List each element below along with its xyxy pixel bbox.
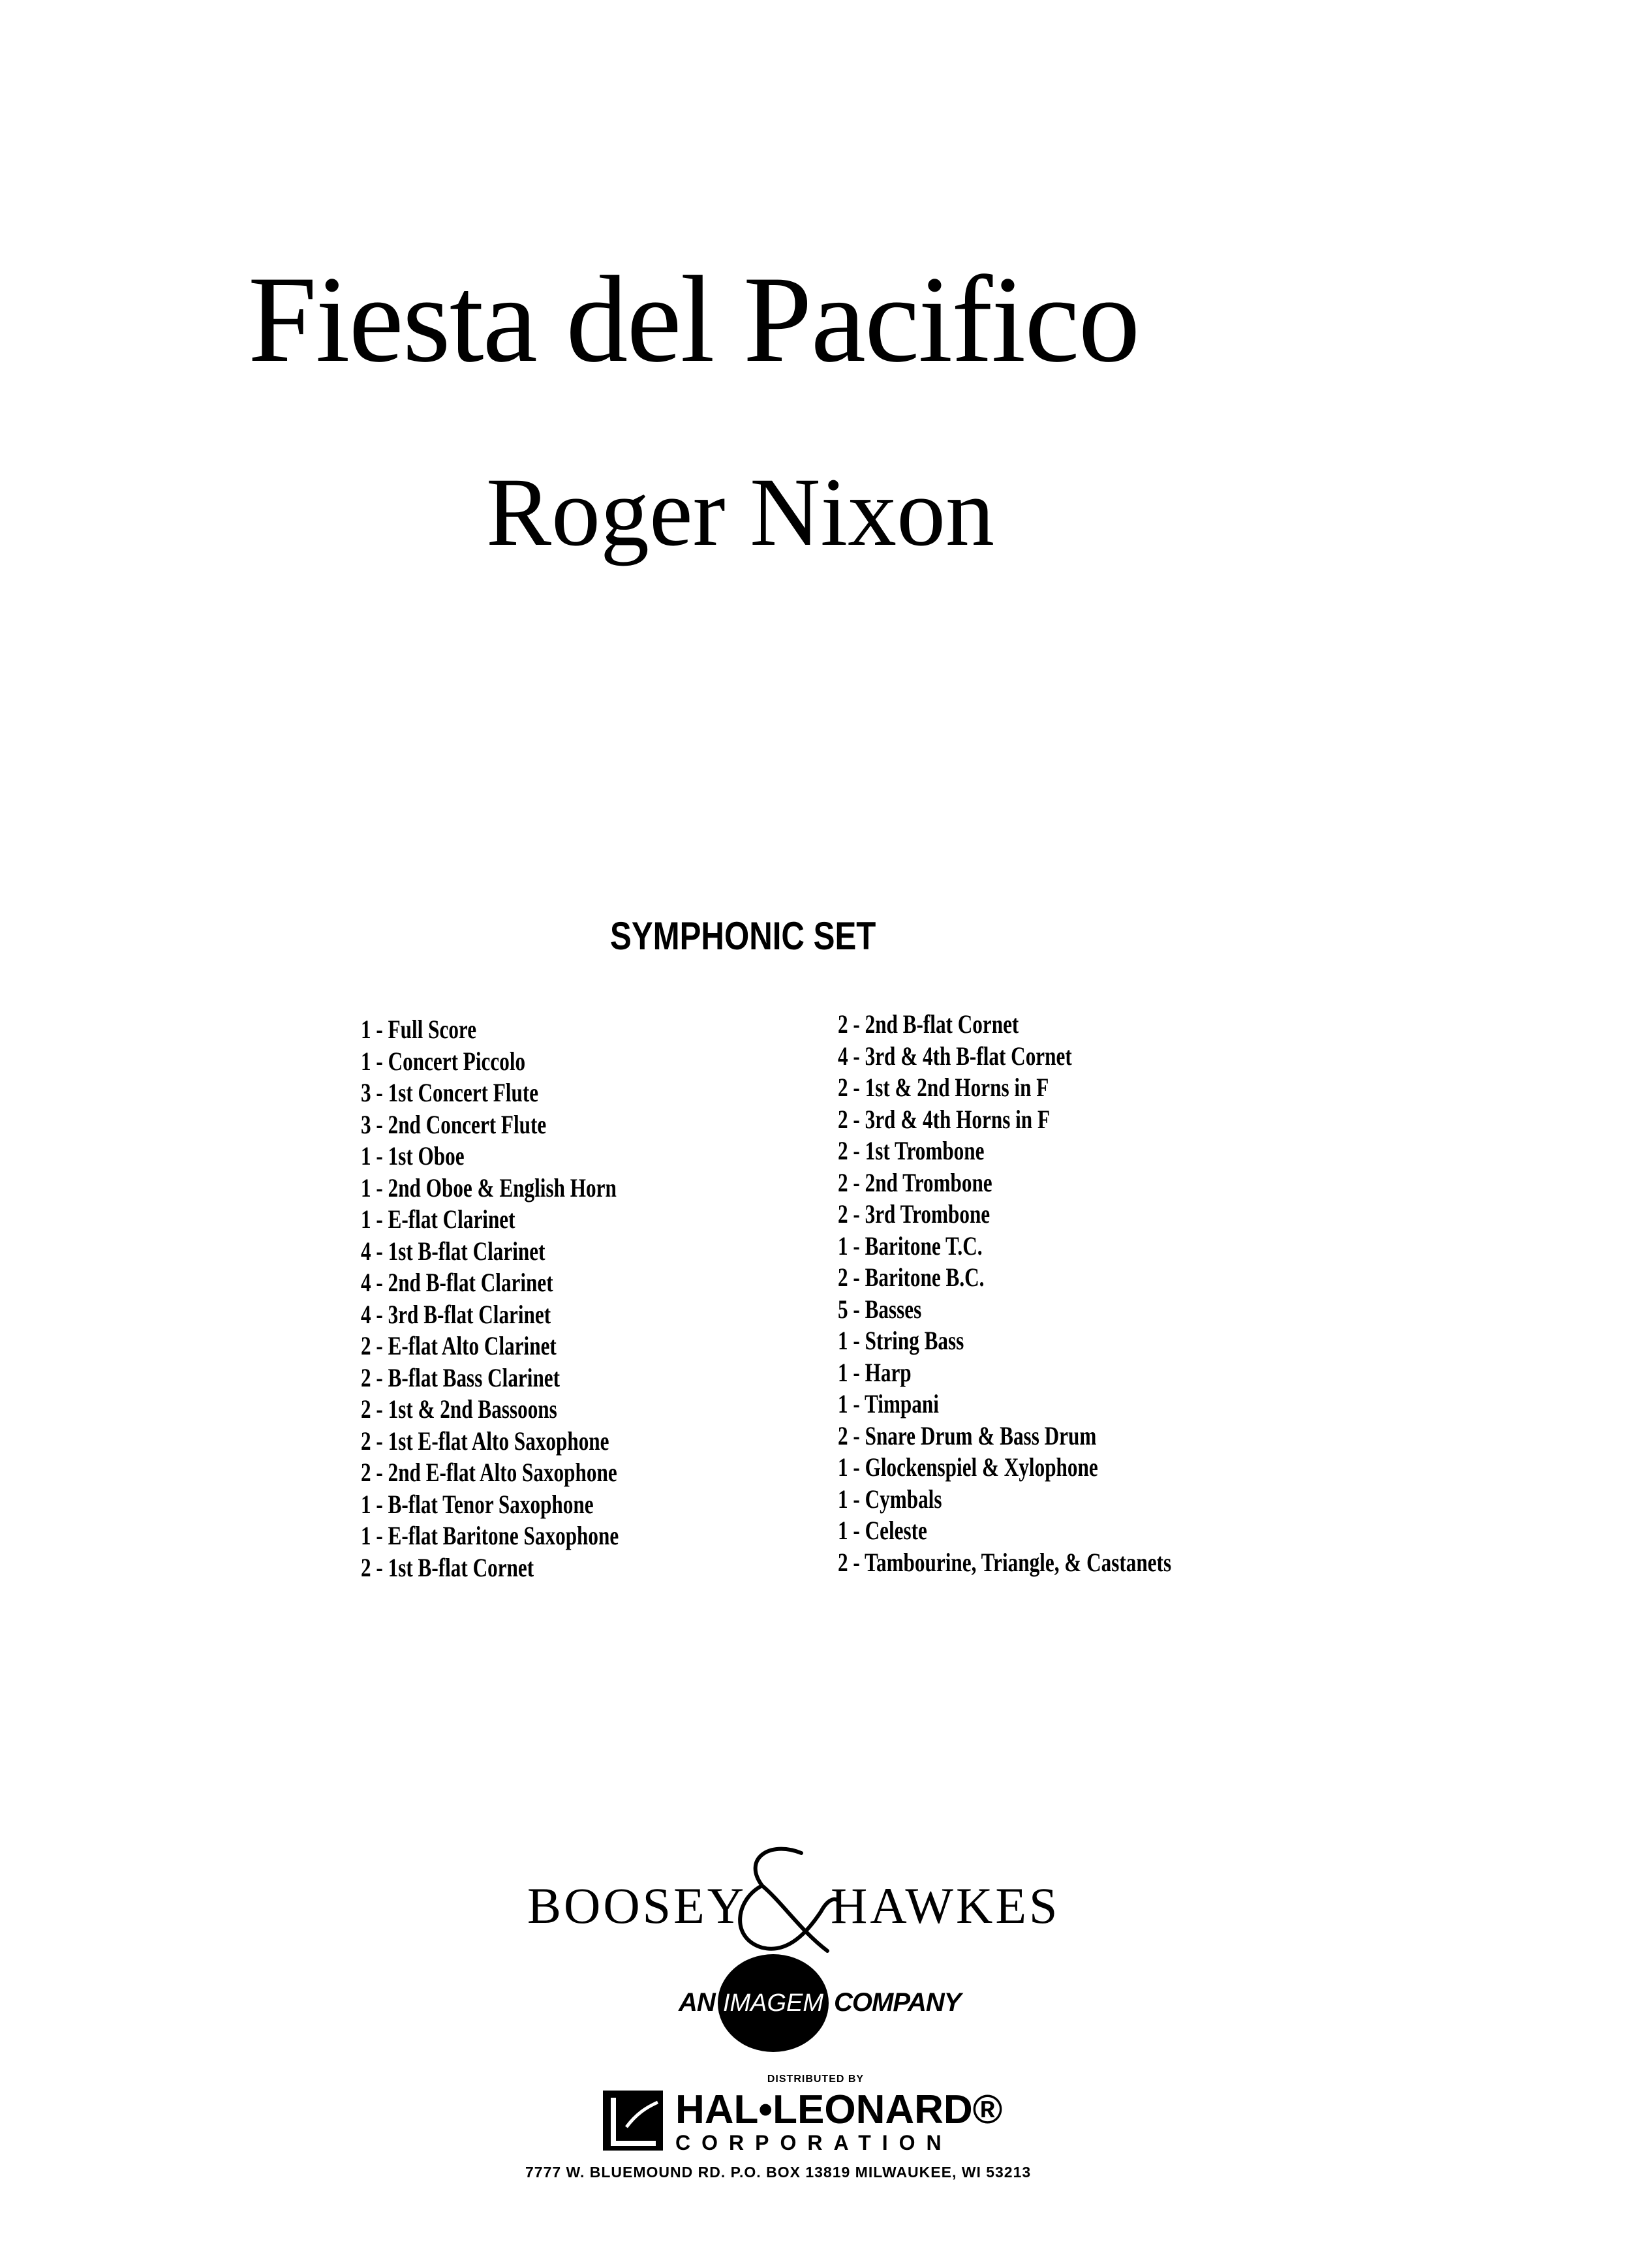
part-item: 2 - Snare Drum & Bass Drum: [838, 1420, 1097, 1450]
hal-leonard-icon: [600, 2088, 666, 2153]
part-item: 1 - String Bass: [838, 1326, 964, 1355]
distributed-by-label: DISTRIBUTED BY: [767, 2074, 865, 2085]
distributor-address: 7777 W. BLUEMOUND RD. P.O. BOX 13819 MILWAUKEE, WI 53213: [525, 2164, 1032, 2181]
imagem-an-text: AN: [679, 1988, 715, 2017]
piece-title: Fiesta del Pacifico: [248, 251, 1139, 388]
part-item: 2 - B-flat Bass Clarinet: [361, 1362, 561, 1392]
part-item: 2 - 2nd E-flat Alto Saxophone: [361, 1458, 617, 1487]
set-heading: SYMPHONIC SET: [610, 914, 876, 958]
distributor-name: HAL•LEONARD®: [675, 2087, 1003, 2132]
part-item: 1 - E-flat Clarinet: [361, 1204, 515, 1234]
part-item: 4 - 3rd & 4th B-flat Cornet: [838, 1041, 1072, 1071]
part-item: 2 - E-flat Alto Clarinet: [361, 1331, 557, 1360]
ampersand-icon: [723, 1840, 840, 1964]
part-item: 1 - B-flat Tenor Saxophone: [361, 1489, 594, 1519]
part-item: 1 - Baritone T.C.: [838, 1231, 983, 1261]
part-item: 2 - 2nd B-flat Cornet: [838, 1009, 1019, 1039]
imagem-company-text: COMPANY: [834, 1988, 961, 2017]
part-item: 1 - 1st Oboe: [361, 1141, 465, 1171]
part-item: 1 - E-flat Baritone Saxophone: [361, 1521, 619, 1550]
part-item: 3 - 2nd Concert Flute: [361, 1109, 547, 1139]
part-item: 2 - 2nd Trombone: [838, 1167, 992, 1197]
part-item: 2 - 3rd & 4th Horns in F: [838, 1104, 1051, 1134]
part-item: 1 - Timpani: [838, 1389, 939, 1418]
part-item: 2 - 3rd Trombone: [838, 1199, 991, 1229]
part-item: 1 - Concert Piccolo: [361, 1046, 526, 1076]
part-item: 5 - Basses: [838, 1294, 922, 1324]
part-item: 2 - 1st & 2nd Bassoons: [361, 1394, 557, 1424]
parts-list-right: [838, 1009, 1265, 1578]
part-item: 1 - 2nd Oboe & English Horn: [361, 1172, 617, 1203]
part-item: 1 - Glockenspiel & Xylophone: [838, 1452, 1098, 1482]
part-item: 4 - 1st B-flat Clarinet: [361, 1236, 545, 1266]
part-item: 2 - 1st Trombone: [838, 1136, 985, 1165]
part-item: 2 - 1st & 2nd Horns in F: [838, 1073, 1049, 1102]
part-item: 1 - Celeste: [838, 1516, 927, 1545]
distributor-corp: CORPORATION: [675, 2131, 953, 2154]
part-item: 2 - Tambourine, Triangle, & Castanets: [838, 1547, 1172, 1577]
part-item: 4 - 2nd B-flat Clarinet: [361, 1268, 553, 1297]
part-item: 1 - Full Score: [361, 1015, 477, 1044]
part-item: 1 - Cymbals: [838, 1484, 942, 1514]
part-item: 1 - Harp: [838, 1357, 912, 1387]
part-item: 3 - 1st Concert Flute: [361, 1078, 539, 1107]
part-item: 2 - 1st E-flat Alto Saxophone: [361, 1426, 609, 1456]
part-item: 2 - 1st B-flat Cornet: [361, 1552, 534, 1582]
parts-list-left: [361, 1014, 692, 1584]
composer-name: Roger Nixon: [486, 458, 995, 566]
publisher-name-left: BOOSEY: [527, 1877, 747, 1934]
imagem-brand-text: IMAGEM: [722, 1989, 824, 2017]
part-item: 2 - Baritone B.C.: [838, 1263, 985, 1292]
publisher-name-right: HAWKES: [831, 1877, 1060, 1934]
publisher-logo: [527, 1853, 1114, 1951]
part-item: 4 - 3rd B-flat Clarinet: [361, 1299, 551, 1329]
imagem-logo: [679, 1954, 961, 2052]
